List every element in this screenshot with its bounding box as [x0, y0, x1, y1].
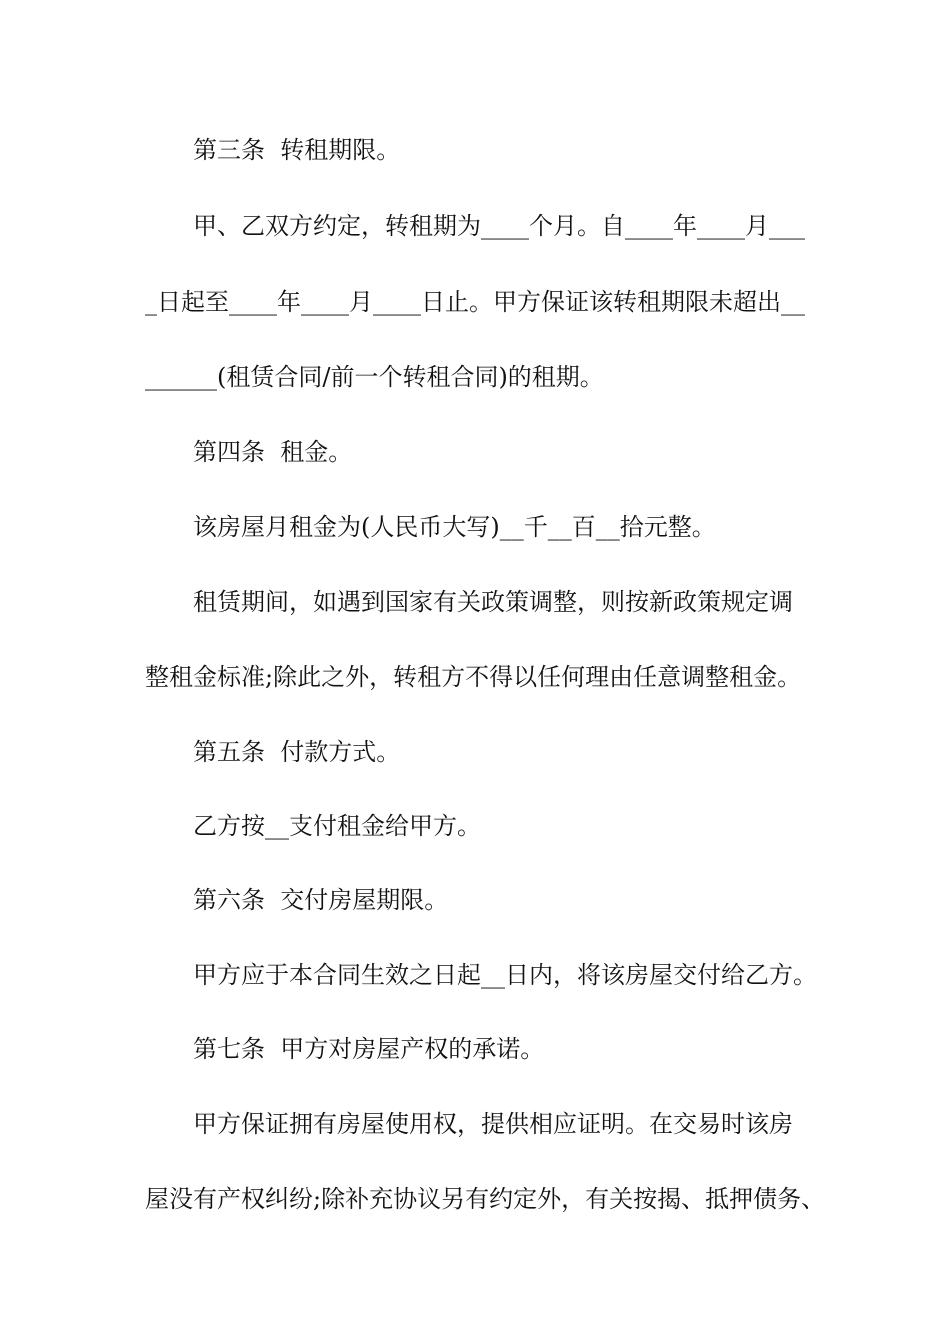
paragraph-line: _日起至____年____月____日止。甲方保证该转租期限未超出__ — [145, 288, 805, 316]
article-7-heading: 第七条 甲方对房屋产权的承诺。 — [193, 1035, 545, 1063]
article-4-heading: 第四条 租金。 — [193, 438, 353, 466]
paragraph-line: 甲方保证拥有房屋使用权，提供相应证明。在交易时该房 — [193, 1110, 793, 1138]
paragraph-line: ______(租赁合同/前一个转租合同)的租期。 — [145, 363, 604, 391]
paragraph-line: 屋没有产权纠纷;除补充协议另有约定外，有关按揭、抵押债务、 — [145, 1185, 826, 1213]
article-5-heading: 第五条 付款方式。 — [193, 738, 401, 766]
paragraph-line: 整租金标准;除此之外，转租方不得以任何理由任意调整租金。 — [145, 663, 802, 691]
paragraph-line: 甲、乙双方约定，转租期为____个月。自____年____月___ — [193, 212, 805, 240]
article-6-heading: 第六条 交付房屋期限。 — [193, 886, 449, 914]
paragraph-line: 该房屋月租金为(人民币大写)__千__百__拾元整。 — [193, 513, 716, 541]
paragraph-line: 乙方按__支付租金给甲方。 — [193, 812, 481, 840]
article-3-heading: 第三条 转租期限。 — [193, 136, 401, 164]
paragraph-line: 租赁期间，如遇到国家有关政策调整，则按新政策规定调 — [193, 588, 793, 616]
paragraph-line: 甲方应于本合同生效之日起__日内，将该房屋交付给乙方。 — [193, 961, 817, 989]
